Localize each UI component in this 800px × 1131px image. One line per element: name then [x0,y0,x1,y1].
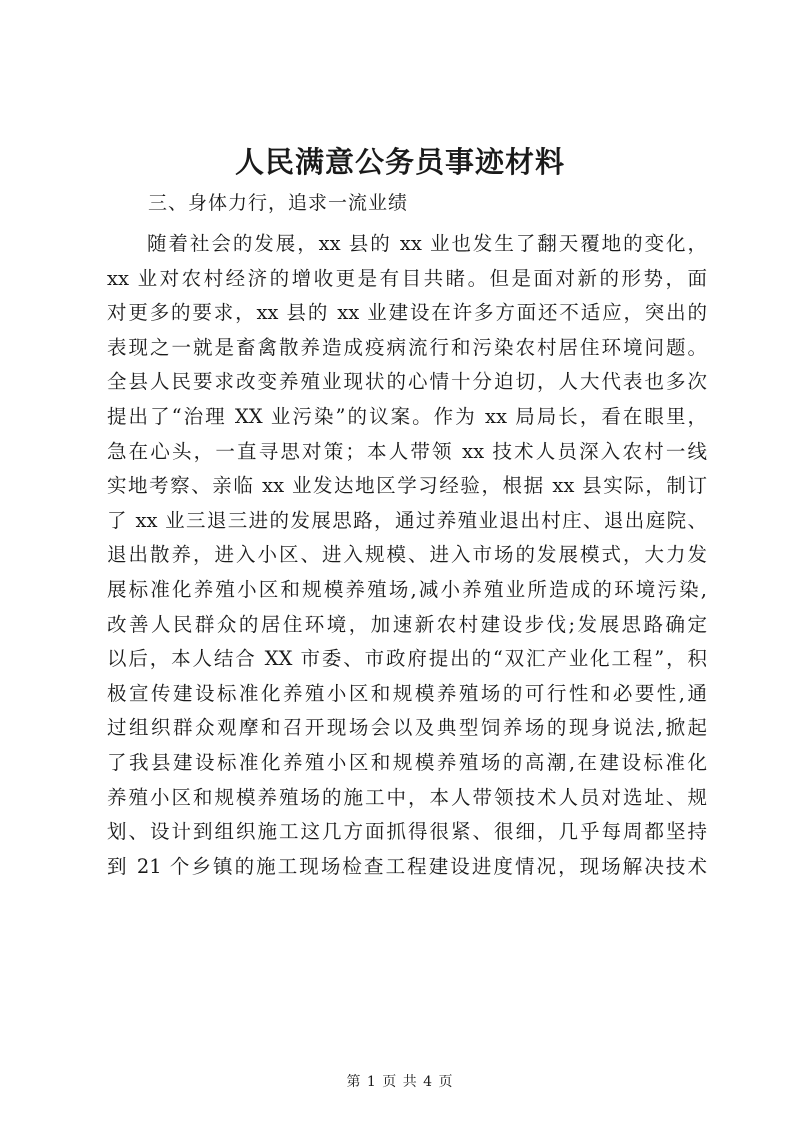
body-line: 表现之一就是畜禽散养造成疫病流行和污染农村居住环境问题。 [107,335,707,359]
page-number-footer: 第 1 页 共 4 页 [346,1074,454,1090]
body-line: 实地考察、亲临 xx 业发达地区学习经验，根据 xx 县实际，制订 [107,474,707,498]
body-line: 过组织群众观摩和召开现场会以及典型饲养场的现身说法,掀起 [107,716,707,740]
body-line: xx 业对农村经济的增收更是有目共睹。但是面对新的形势，面 [107,266,707,290]
body-line: 极宣传建设标准化养殖小区和规模养殖场的可行性和必要性,通 [107,681,707,705]
body-line: 退出散养，进入小区、进入规模、进入市场的发展模式，大力发 [107,543,707,567]
section-heading: 三、身体力行，追求一流业绩 [148,192,409,214]
body-line: 划、设计到组织施工这几方面抓得很紧、很细，几乎每周都坚持 [107,820,707,844]
body-line: 养殖小区和规模养殖场的施工中，本人带领技术人员对选址、规 [107,785,707,809]
body-line: 对更多的要求，xx 县的 xx 业建设在许多方面还不适应，突出的 [107,301,707,325]
body-line: 急在心头，一直寻思对策；本人带领 xx 技术人员深入农村一线 [107,439,707,463]
body-line: 提出了“治理 XX 业污染”的议案。作为 xx 局局长，看在眼里， [107,404,707,428]
body-line: 了我县建设标准化养殖小区和规模养殖场的高潮,在建设标准化 [107,750,707,774]
body-line: 全县人民要求改变养殖业现状的心情十分迫切，人大代表也多次 [107,370,707,394]
body-line: 展标准化养殖小区和规模养殖场,减小养殖业所造成的环境污染, [107,577,707,601]
body-line: 了 xx 业三退三进的发展思路，通过养殖业退出村庄、退出庭院、 [107,508,707,532]
body-line: 到 21 个乡镇的施工现场检查工程建设进度情况，现场解决技术 [107,854,707,878]
body-text [107,227,707,884]
body-line: 随着社会的发展，xx 县的 xx 业也发生了翻天覆地的变化， [147,232,707,255]
body-line: 以后，本人结合 XX 市委、市政府提出的“双汇产业化工程”，积 [107,647,707,671]
body-line: 改善人民群众的居住环境，加速新农村建设步伐;发展思路确定 [107,612,707,636]
document-title: 人民满意公务员事迹材料 [234,145,565,179]
